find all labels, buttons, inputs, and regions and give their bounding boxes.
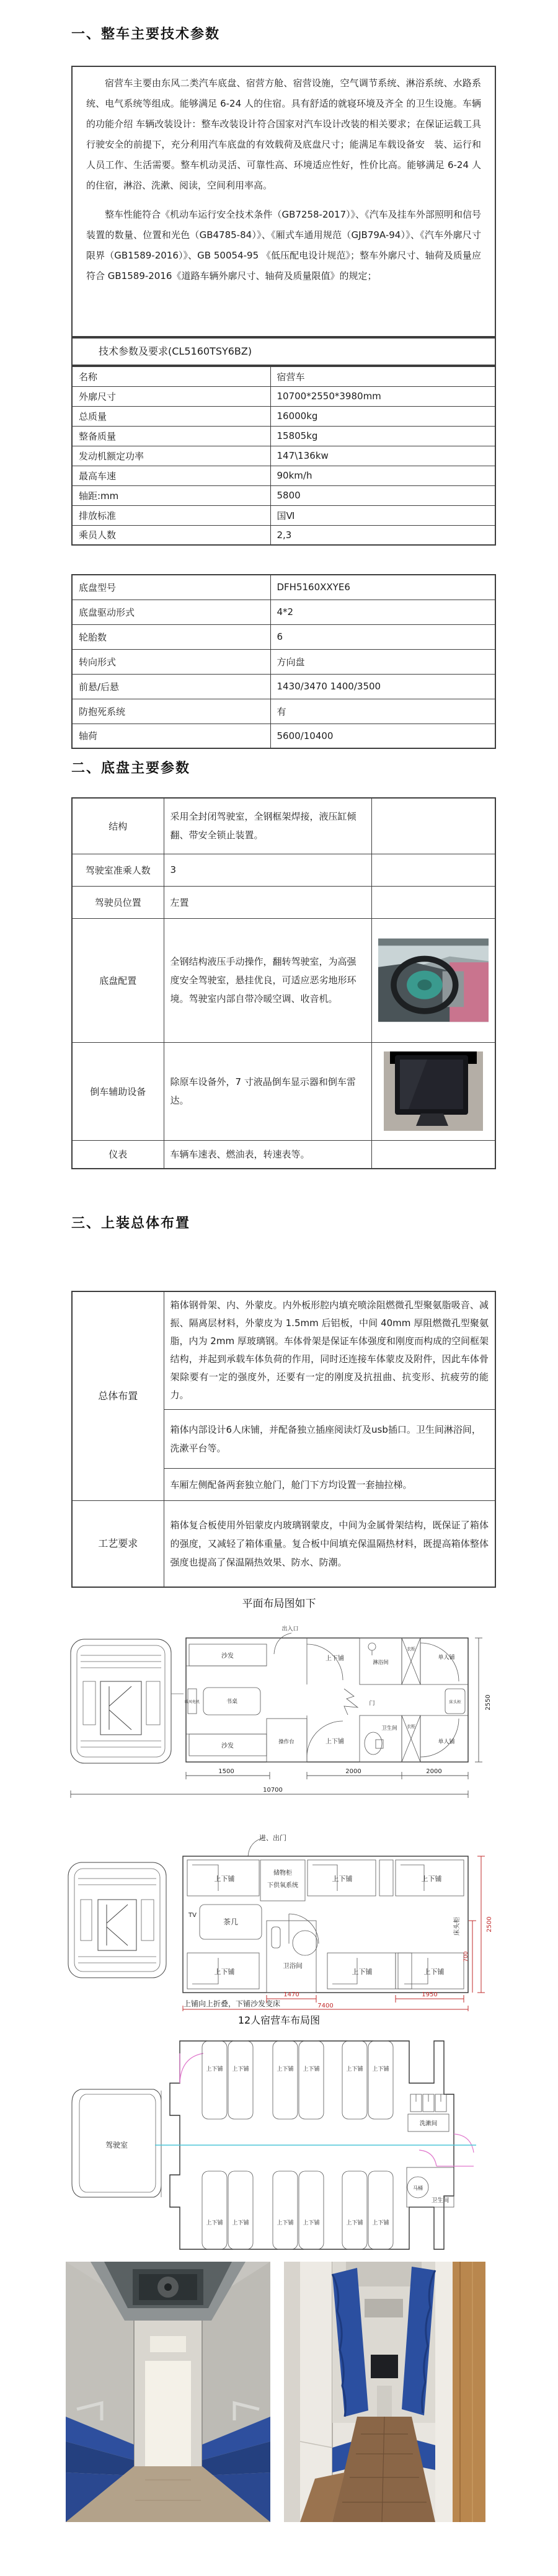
row-label: 仪表 bbox=[72, 1140, 164, 1169]
d3-bathroom-label: 卫生间 bbox=[431, 2197, 450, 2204]
d3-bunk: 上下铺 bbox=[277, 2220, 294, 2226]
row-value: 左置 bbox=[164, 886, 371, 918]
d1-wardrobe-top: 衣柜 bbox=[407, 1647, 415, 1652]
param-value: 5600/10400 bbox=[270, 724, 495, 748]
d1-sofa-top: 沙发 bbox=[221, 1653, 234, 1660]
param-value: 10700*2550*3980mm bbox=[270, 386, 495, 406]
param-value: 5800 bbox=[270, 485, 495, 505]
row-photo-cell bbox=[371, 918, 495, 1042]
d3-bunk: 上下铺 bbox=[346, 2220, 363, 2226]
d3-cab-label: 驾驶室 bbox=[105, 2141, 128, 2149]
param-label: 前悬/后悬 bbox=[72, 674, 270, 699]
row-label: 倒车辅助设备 bbox=[72, 1042, 164, 1140]
chassis-detail-table bbox=[71, 797, 496, 1169]
chassis-id-table bbox=[71, 574, 496, 749]
d2-tea-label: 茶几 bbox=[223, 1918, 239, 1926]
table-row bbox=[72, 485, 495, 505]
row-photo-cell bbox=[371, 1042, 495, 1140]
d1-shower-label: 淋浴间 bbox=[373, 1660, 389, 1666]
section2-heading: 二、底盘主要参数 bbox=[71, 761, 191, 776]
table-row bbox=[72, 624, 495, 649]
d2-cabinet-label: 储物柜 bbox=[273, 1870, 292, 1877]
tech-params-title-row bbox=[71, 337, 496, 366]
d3-bunk: 上下铺 bbox=[232, 2066, 249, 2073]
param-label: 外廓尺寸 bbox=[72, 386, 270, 406]
floorplan-12p-svg bbox=[62, 1830, 502, 2011]
param-value: 宿营车 bbox=[270, 366, 495, 386]
layout-text-3: 车厢左侧配备两套独立舱门，舱门下方均设置一套抽拉梯。 bbox=[164, 1468, 495, 1500]
tech-params-title: 技术参数及要求(CL5160TSY6BZ) bbox=[99, 345, 252, 357]
d3-bunk: 上下铺 bbox=[372, 2066, 389, 2073]
d1-door-label: 门 bbox=[369, 1701, 375, 1707]
floorplan-12p bbox=[62, 1830, 502, 2014]
param-label: 总质量 bbox=[72, 406, 270, 426]
section1-intro-box bbox=[71, 66, 496, 337]
param-label: 排放标准 bbox=[72, 505, 270, 525]
intro-paragraph-1: 宿营车主要由东风二类汽车底盘、宿营方舱、宿营设施，空气调节系统、淋浴系统、水路系统、电气系统等组成。能够满足 6-24 人的住宿。具有舒适的就寝环境及齐全 的卫生设施。车辆的功能介绍 车辆改装设计：整车改装设计符合国家对汽车设计改装的相关要求；在保证运载工具 行驶安全的前提下，充分利用汽车底盘的有效载荷及底盘尺寸；能满足车载设备安 装、运行和人员工作、生活需要。整车机动灵活、可靠性高、环境适应性好，性价比高。能够满足 6-24 人的住宿，淋浴、洗漱、阅读，空间利用率高。 bbox=[86, 77, 491, 191]
row-value: 除原车设备外，7 寸液晶倒车显示器和倒车雷达。 bbox=[164, 1042, 371, 1140]
param-label: 轴距:mm bbox=[72, 485, 270, 505]
row-value: 采用全封闭驾驶室，全钢框架焊接，液压缸倾翻、带安全锁止装置。 bbox=[164, 798, 371, 854]
d1-entry-label: 出入口 bbox=[281, 1626, 299, 1632]
d2-dim-7400: 7400 bbox=[317, 2003, 334, 2009]
d1-bunk-bottom: 上下铺 bbox=[326, 1738, 344, 1745]
d1-bunk-top: 上下铺 bbox=[326, 1655, 344, 1662]
d1-wardrobe-bottom: 衣柜 bbox=[407, 1724, 415, 1729]
row-photo-cell bbox=[371, 854, 495, 886]
d1-dim-1500: 1500 bbox=[218, 1768, 234, 1775]
param-label: 底盘驱动形式 bbox=[72, 600, 270, 624]
reversing-monitor-photo-art bbox=[384, 1051, 483, 1131]
table-row bbox=[72, 466, 495, 485]
table-row bbox=[72, 600, 495, 624]
d2-bunk-b3: 上下铺 bbox=[423, 1968, 445, 1976]
d2-door-label: 进、出门 bbox=[259, 1834, 286, 1842]
table-row bbox=[72, 525, 495, 545]
row-label: 驾驶室准乘人数 bbox=[72, 854, 164, 886]
param-value: 有 bbox=[270, 699, 495, 724]
floorplan-6p-svg bbox=[62, 1619, 502, 1830]
row-label: 驾驶员位置 bbox=[72, 886, 164, 918]
chassis-id-table-wrap bbox=[71, 574, 496, 749]
interior-photo-1-art bbox=[66, 2262, 270, 2522]
param-value: 4*2 bbox=[270, 600, 495, 624]
table-row bbox=[72, 886, 495, 918]
layout-table bbox=[71, 1291, 496, 1588]
d1-toilet-label: 卫生间 bbox=[381, 1725, 397, 1732]
d3-bunk: 上下铺 bbox=[303, 2220, 320, 2226]
table-row bbox=[72, 1291, 495, 1409]
d3-bunk: 上下铺 bbox=[206, 2066, 223, 2073]
intro-paragraph-2: 整车性能符合《机动车运行安全技术条件（GB7258-2017）》、《汽车及挂车外部照明和信号装置的数量、位置和光色（GB4785-84）》、《厢式车通用规范（GJB79A-94）》、《汽车外廓尺寸限界（GB1589-2016）》、GB 50054-95 《低压配电设计规范》；整车外廓尺寸、轴荷及质量应符合 GB1589-2016《道路车辆外廓尺寸、轴荷及质量限值》的规定； bbox=[86, 209, 481, 281]
d3-bunk: 上下铺 bbox=[346, 2066, 363, 2073]
layout-table-wrap bbox=[71, 1291, 496, 1588]
floorplan-24p-svg bbox=[62, 2035, 502, 2255]
d1-single-bottom: 单人铺 bbox=[438, 1739, 455, 1745]
param-label: 轮胎数 bbox=[72, 624, 270, 649]
table-row bbox=[72, 724, 495, 748]
table-row bbox=[72, 649, 495, 674]
d2-bunk-b1: 上下铺 bbox=[214, 1968, 235, 1976]
floorplan-6p bbox=[62, 1619, 502, 1833]
d2-bunk-b2: 上下铺 bbox=[352, 1968, 373, 1976]
d2-dim-700: 700 bbox=[463, 1951, 469, 1962]
param-label: 转向形式 bbox=[72, 649, 270, 674]
d2-nightstand-label: 床头柜 bbox=[454, 1917, 461, 1936]
interior-photo-2-art bbox=[284, 2262, 485, 2522]
table-row bbox=[72, 1140, 495, 1169]
table-row bbox=[72, 386, 495, 406]
floorplan-24p bbox=[62, 2035, 502, 2258]
d3-wash-label: 洗漱间 bbox=[419, 2120, 438, 2127]
table-row bbox=[72, 505, 495, 525]
d2-bunk-t1: 上下铺 bbox=[214, 1875, 235, 1883]
cab-interior-photo bbox=[378, 937, 489, 1024]
row-photo-cell bbox=[371, 886, 495, 918]
chassis-detail-table-wrap bbox=[71, 797, 496, 1169]
d1-dim-2000b: 2000 bbox=[426, 1768, 442, 1775]
table-row bbox=[72, 575, 495, 600]
d2-bunk-t3: 上下铺 bbox=[421, 1875, 442, 1883]
d3-bunk: 上下铺 bbox=[232, 2220, 249, 2226]
vehicle-params-table bbox=[71, 366, 496, 546]
table-row bbox=[72, 1500, 495, 1587]
d1-console-label: 操作台 bbox=[278, 1739, 294, 1745]
table-row bbox=[72, 406, 495, 426]
d3-bunk: 上下铺 bbox=[277, 2066, 294, 2073]
d2-dim-2500: 2500 bbox=[486, 1916, 493, 1932]
row-photo-cell bbox=[371, 1140, 495, 1169]
param-label: 名称 bbox=[72, 366, 270, 386]
d1-heater-label: 暖风电机 bbox=[184, 1700, 200, 1704]
table-row bbox=[72, 446, 495, 466]
param-value: 16000kg bbox=[270, 406, 495, 426]
d1-sofa-bottom: 沙发 bbox=[221, 1743, 234, 1750]
d3-bunk: 上下铺 bbox=[372, 2220, 389, 2226]
table-row bbox=[72, 426, 495, 446]
cab-interior-photo-art bbox=[378, 937, 489, 1024]
row-label: 底盘配置 bbox=[72, 918, 164, 1042]
row-value: 全钢结构液压手动操作，翻转驾驶室，为高强度安全驾驶室，悬挂优良，可适应恶劣地形环境。驾驶室内部自带冷暖空调、收音机。 bbox=[164, 918, 371, 1042]
param-value: 国Ⅵ bbox=[270, 505, 495, 525]
param-value: DFH5160XXYE6 bbox=[270, 575, 495, 600]
param-value: 1430/3470 1400/3500 bbox=[270, 674, 495, 699]
row-label: 工艺要求 bbox=[72, 1500, 164, 1587]
d2-dim-1950: 1950 bbox=[422, 1991, 438, 1998]
table-row bbox=[72, 798, 495, 854]
row-value: 3 bbox=[164, 854, 371, 886]
d1-single-top: 单人铺 bbox=[438, 1655, 455, 1661]
table-row bbox=[72, 699, 495, 724]
d3-bunk: 上下铺 bbox=[206, 2220, 223, 2226]
interior-photo-1 bbox=[66, 2262, 270, 2525]
param-label: 乘员人数 bbox=[72, 525, 270, 545]
d3-bunk: 上下铺 bbox=[303, 2066, 320, 2073]
section1-heading: 一、整车主要技术参数 bbox=[71, 27, 221, 42]
table-row bbox=[72, 366, 495, 386]
param-value: 15805kg bbox=[270, 426, 495, 446]
table-row bbox=[72, 854, 495, 886]
plan-caption: 平面布局图如下 bbox=[242, 1598, 316, 1610]
param-label: 发动机额定功率 bbox=[72, 446, 270, 466]
table-row bbox=[72, 918, 495, 1042]
interior-photo-2 bbox=[284, 2262, 485, 2525]
d1-dim-2550: 2550 bbox=[485, 1694, 492, 1711]
d2-tv-label: TV bbox=[188, 1912, 197, 1919]
caption-12p: 12人宿营车布局图 bbox=[237, 2014, 321, 2026]
param-value: 方向盘 bbox=[270, 649, 495, 674]
param-value: 90km/h bbox=[270, 466, 495, 485]
reversing-monitor-photo bbox=[378, 1051, 489, 1131]
param-value: 2,3 bbox=[270, 525, 495, 545]
truck-cab-front-icon bbox=[71, 1639, 184, 1763]
d1-dim-10700: 10700 bbox=[263, 1787, 283, 1794]
d1-desk-label: 书桌 bbox=[226, 1699, 238, 1705]
truck-cab-front-icon bbox=[68, 1862, 166, 1978]
d1-nightstand-label: 床头柜 bbox=[449, 1699, 461, 1704]
row-photo-cell bbox=[371, 798, 495, 854]
param-value: 147\136kw bbox=[270, 446, 495, 466]
param-label: 底盘型号 bbox=[72, 575, 270, 600]
d1-dim-2000a: 2000 bbox=[345, 1768, 361, 1775]
table-row bbox=[72, 674, 495, 699]
craft-text: 箱体复合板使用外铝蒙皮内玻璃钢蒙皮，中间为金属骨架结构，既保证了箱体的强度，又减轻了箱体重量。复合板中间填充保温隔热材料，既提高箱体整体强度也提高了保温隔热效果、防水、防潮。 bbox=[164, 1500, 495, 1587]
d2-oxygen-label: 下供氧系统 bbox=[267, 1882, 298, 1889]
d2-note: 上铺向上折叠，下铺沙发变床 bbox=[184, 1999, 281, 2008]
param-label: 防抱死系统 bbox=[72, 699, 270, 724]
param-label: 最高车速 bbox=[72, 466, 270, 485]
truck-cab-side-icon bbox=[72, 2089, 161, 2197]
section3-heading: 三、上装总体布置 bbox=[71, 1216, 191, 1231]
layout-text-2: 箱体内部设计6人床铺，并配备独立插座阅读灯及usb插口。卫生间淋浴间，洗漱平台等。 bbox=[164, 1409, 495, 1468]
table-row bbox=[72, 1042, 495, 1140]
row-label: 总体布置 bbox=[72, 1291, 164, 1500]
param-label: 整备质量 bbox=[72, 426, 270, 446]
d2-bath-label: 卫浴间 bbox=[283, 1962, 303, 1970]
vehicle-params-table-wrap bbox=[71, 366, 496, 546]
row-label: 结构 bbox=[72, 798, 164, 854]
d2-bunk-t2: 上下铺 bbox=[332, 1875, 353, 1883]
row-value: 车辆车速表、燃油表，转速表等。 bbox=[164, 1140, 371, 1169]
d3-toilet-label: 马桶 bbox=[413, 2185, 423, 2191]
d2-dim-1470: 1470 bbox=[283, 1991, 299, 1998]
param-value: 6 bbox=[270, 624, 495, 649]
layout-text-1: 箱体钢骨架、内、外蒙皮。内外板形腔内填充喷涂阻燃微孔型聚氨脂吸音、减振、隔离层材料，外蒙皮为 1.5mm 后铝板，中间 40mm 厚阻燃微孔型聚氨脂，内为 2mm 厚玻璃钢。车体骨架是保证车体强度和刚度而构成的空间框架结构，并起到承载车体负荷的作用，同时还连接车体蒙皮及附件，因此车体骨架除要有一定的强度外，还要有一定的刚度及抗扭曲、抗变形、抗疲劳的能力。 bbox=[164, 1291, 495, 1409]
param-label: 轴荷 bbox=[72, 724, 270, 748]
